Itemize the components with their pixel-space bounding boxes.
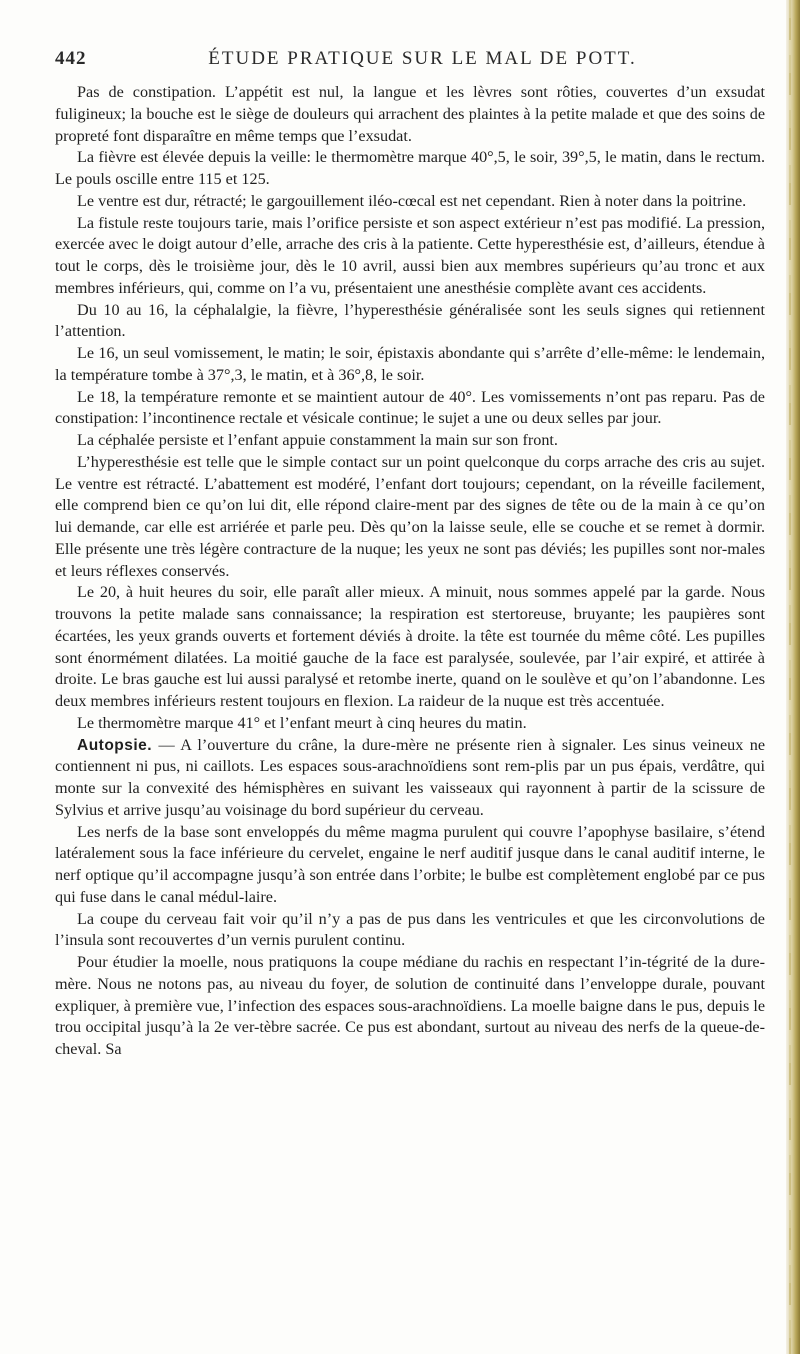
- paragraph-1: Pas de constipation. L’appétit est nul, la langue et les lèvres sont rôties, couvertes d’un exsudat fuligineux; la bouche est le siège de douleurs qui arrachent des plaintes à la petite malade et que des soins de propreté font disparaître en même temps que l’exsudat.: [55, 83, 765, 145]
- paragraph-13: Les nerfs de la base sont enveloppés du même magma purulent qui couvre l’apophyse basilaire, s’étend latéralement sous la face inférieure du cervelet, engaine le nerf auditif jusque dans le canal auditif interne, le nerf optique qu’il accompagne jusqu’à son entrée dans l’orbite; le bulbe est complètement englobé par ce pus qui fuse dans le canal médul-laire.: [55, 822, 765, 906]
- paragraph-4: La fistule reste toujours tarie, mais l’orifice persiste et son aspect extérieur n’est pas modifié. La pression, exercée avec le doigt autour d’elle, arrache des cris à la patiente. Cette hyperesthésie est, d’ailleurs, étendue à tout le corps, dès le troisième jour, dès le 10 avril, aussi bien aux membres supérieurs qu’au tronc et aux membres inférieurs, qui, comme on l’a vu, présentaient une anesthésie complète avant ces accidents.: [55, 213, 765, 297]
- paragraph-9: L’hyperesthésie est telle que le simple contact sur un point quelconque du corps arrache des cris au sujet. Le ventre est rétracté. L’abattement est modéré, l’enfant dort toujours; cependant, on la réveille facilement, elle comprend bien ce qu’on lui dit, elle répond claire-ment par des signes de tête ou de la main à ce qu’on lui demande, car elle est arriérée et parle peu. Dès qu’on la laisse seule, elle se couche et se remet à dormir. Elle présente une très légère contracture de la nuque; les yeux ne sont pas déviés; les pupilles sont nor-males et leurs réflexes conservés.: [55, 452, 765, 580]
- paragraph-3: Le ventre est dur, rétracté; le gargouillement iléo-cœcal est net cependant. Rien à noter dans la poitrine.: [77, 191, 747, 210]
- paragraph-6: Le 16, un seul vomissement, le matin; le soir, épistaxis abondante qui s’arrête d’elle-même: le lendemain, la température tombe à 37°,3, le matin, et à 36°,8, le soir.: [55, 344, 765, 384]
- paragraph-11: Le thermomètre marque 41° et l’enfant meurt à cinq heures du matin.: [77, 713, 527, 732]
- page-header: [55, 48, 770, 78]
- paragraph-8: La céphalée persiste et l’enfant appuie constamment la main sur son front.: [77, 431, 558, 449]
- paragraph-14: La coupe du cerveau fait voir qu’il n’y a pas de pus dans les ventricules et que les circonvolutions de l’insula sont recouvertes d’un vernis purulent continu.: [55, 909, 765, 950]
- body-text: [55, 82, 765, 1061]
- paragraph-2: La fièvre est élevée depuis la veille: le thermomètre marque 40°,5, le soir, 39°,5, le matin, dans le rectum. Le pouls oscille entre 115 et 125.: [55, 148, 765, 188]
- autopsy-text: — A l’ouverture du crâne, la dure-mère ne présente rien à signaler. Les sinus veineux ne contiennent ni pus, ni caillots. Les espaces sous-arachnoïdiens sont rem-plis par un pus épais, verdâtre, qui monte sur la convexité des hémisphères en suivant les vaisseaux qui rayonnent à partir de la scissure de Sylvius et arrive jusqu’au voisinage du bord supérieur du cerveau.: [55, 735, 765, 819]
- paragraph-15: Pour étudier la moelle, nous pratiquons la coupe médiane du rachis en respectant l’in-tégrité de la dure-mère. Nous ne notons pas, au niveau du foyer, de solution de continuité dans l’enveloppe durale, pouvant expliquer, à première vue, l’infection des espaces sous-arachnoïdiens. La moelle baigne dans le pus, depuis le trou occipital jusqu’à la 2e ver-tèbre sacrée. Ce pus est abondant, surtout au niveau des nerfs de la queue-de-cheval. Sa: [55, 953, 766, 1058]
- autopsy-label: Autopsie.: [77, 736, 153, 754]
- autopsy-paragraph: [55, 735, 765, 822]
- paragraph-5: Du 10 au 16, la céphalalgie, la fièvre, l’hyperesthésie généralisée sont les seuls signes qui retiennent l’attention.: [55, 300, 765, 341]
- running-title: ÉTUDE PRATIQUE SUR LE MAL DE POTT.: [208, 48, 637, 69]
- page-edge: [786, 0, 800, 1354]
- paragraph-7: Le 18, la température remonte et se maintient autour de 40°. Les vomissements n’ont pas reparu. Pas de constipation: l’incontinence rectale et vésicale continue; le sujet a une ou deux selles par jour.: [55, 387, 765, 428]
- paragraph-10: Le 20, à huit heures du soir, elle paraît aller mieux. A minuit, nous sommes appelé par la garde. Nous trouvons la petite malade sans connaissance; la respiration est stertoreuse, bruyante; les paupières sont écartées, les yeux grands ouverts et fortement déviés à droite. la tête est tournée du même côté. Les pupilles sont énormément dilatées. La moitié gauche de la face est paralysée, soulevée, par l’air expiré, et attirée à droite. Le bras gauche est lui aussi paralysé et retombe inerte, quand on le soulève et qu’on l’abandonne. Les deux membres inférieurs restent toujours en flexion. La raideur de la nuque est très accentuée.: [55, 583, 765, 710]
- page-number: 442: [55, 48, 87, 69]
